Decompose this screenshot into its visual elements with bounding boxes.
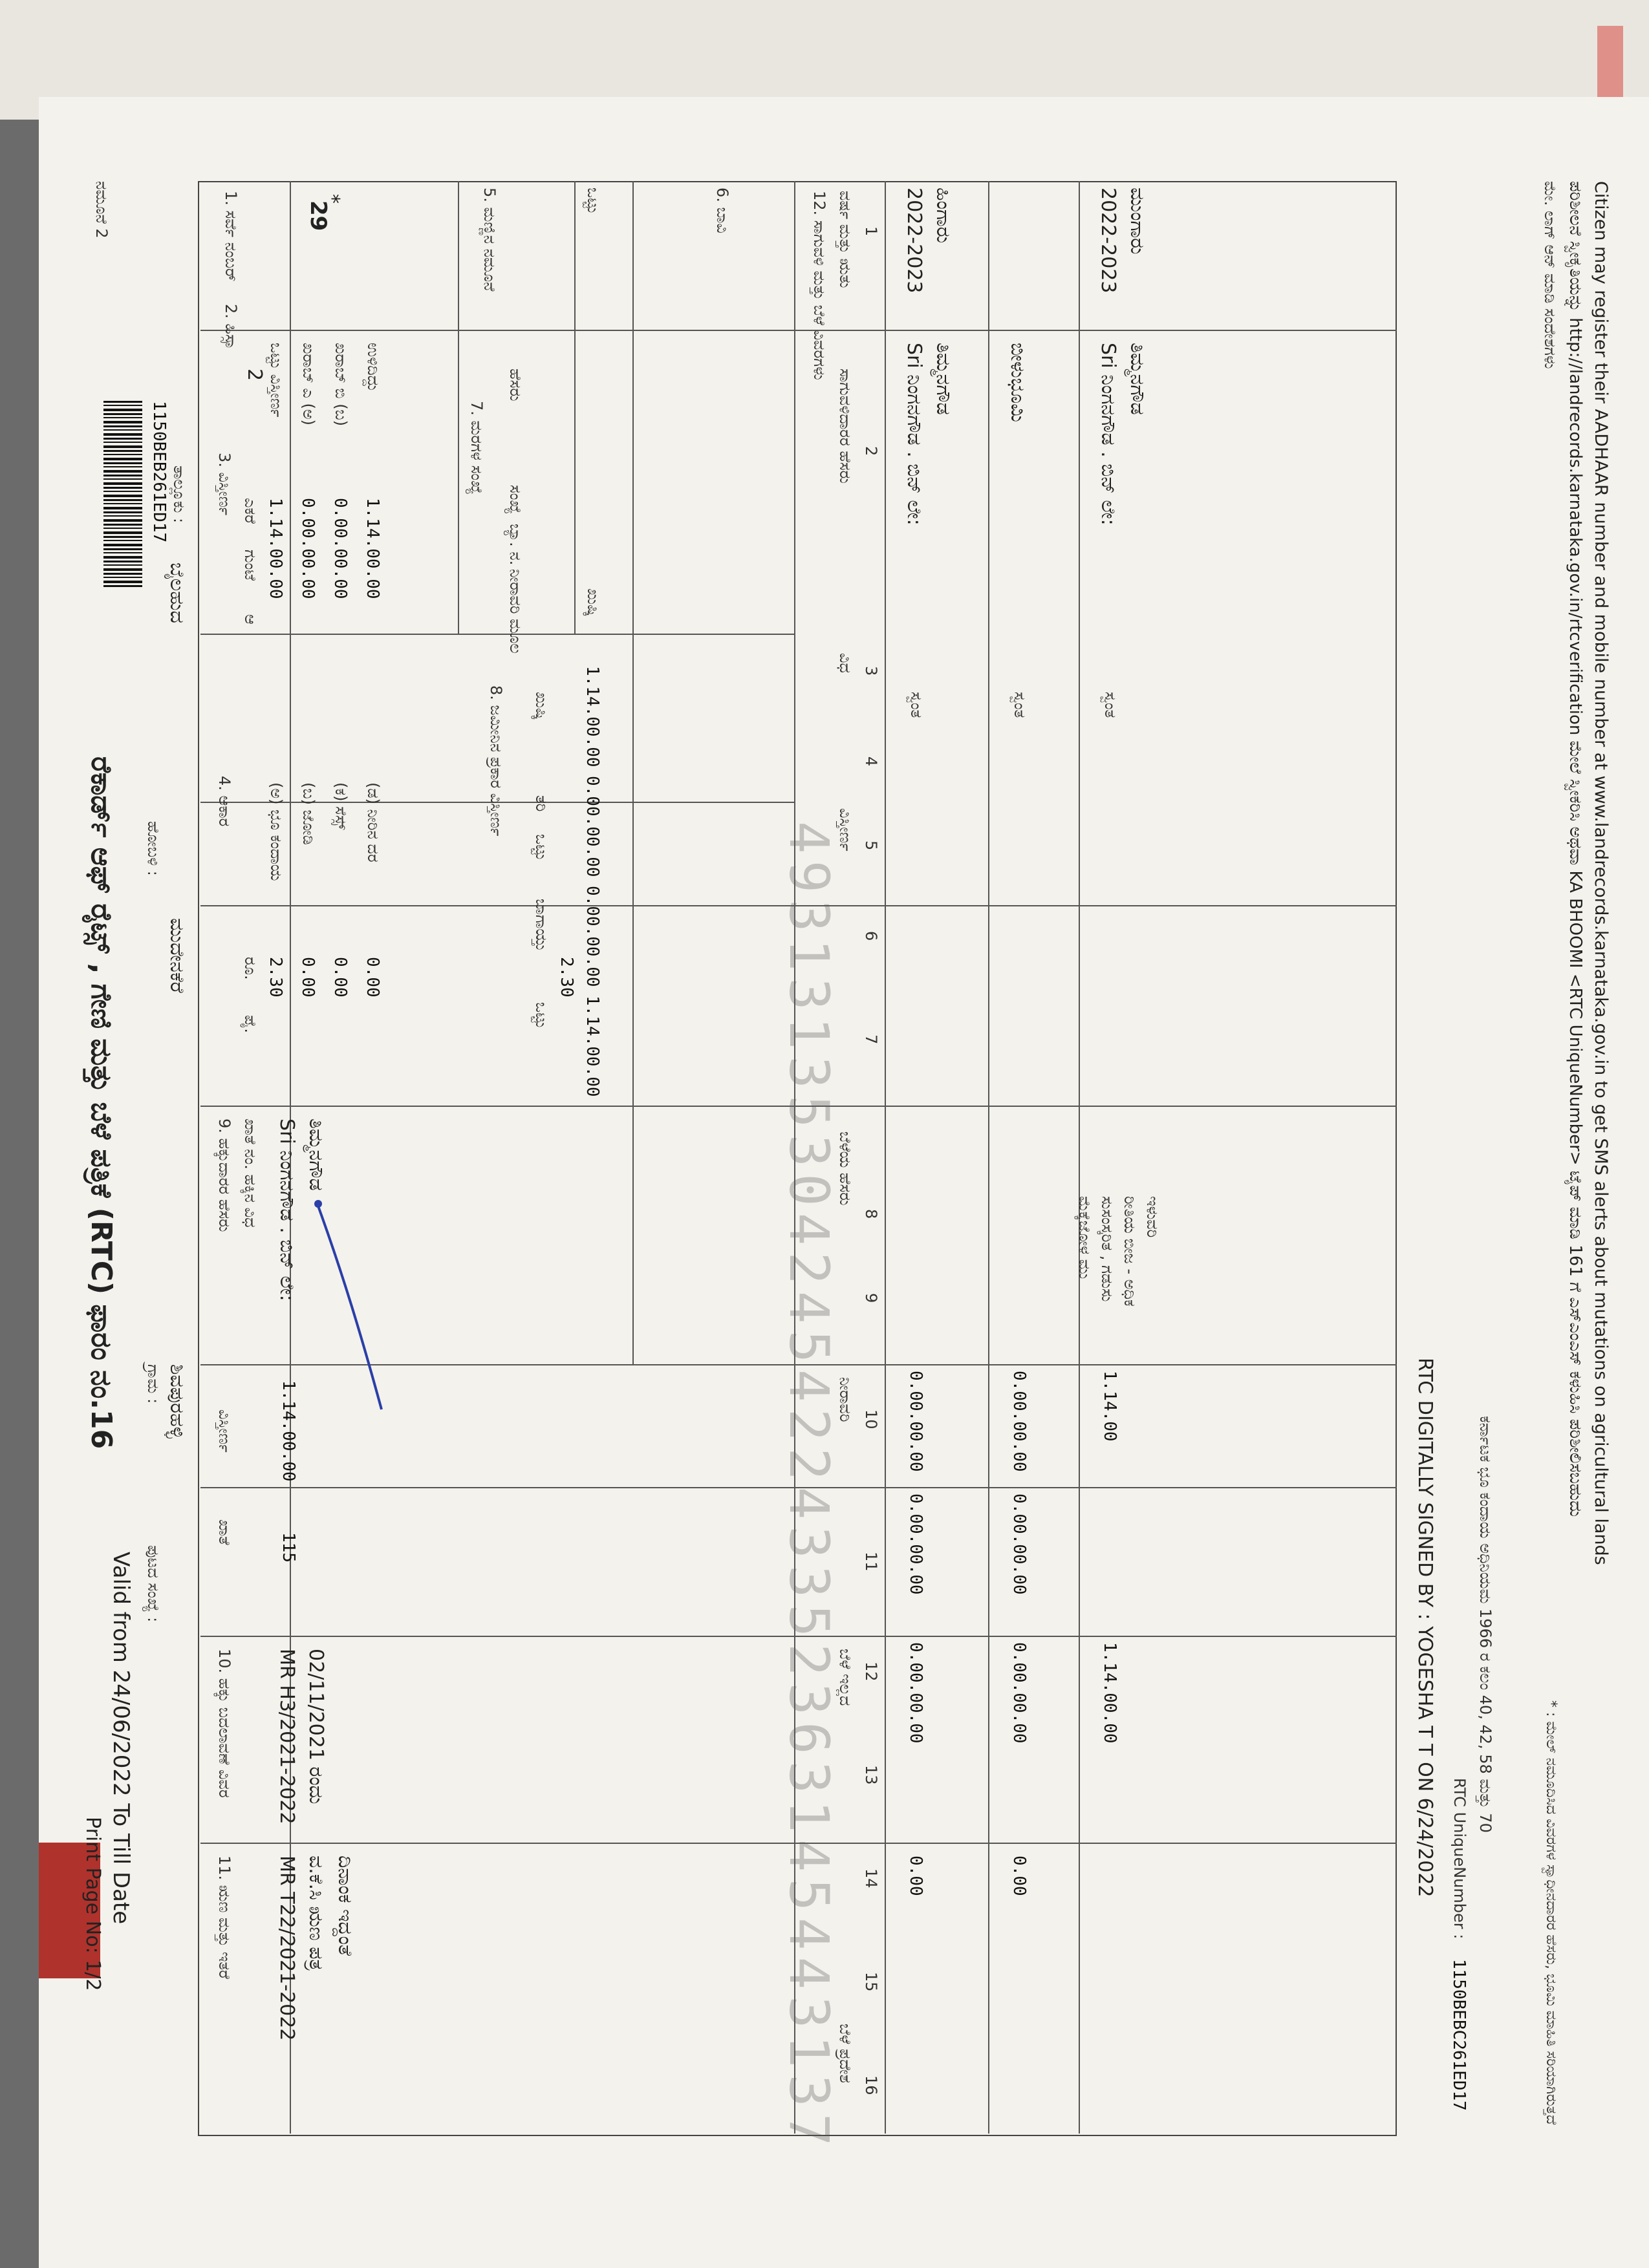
encumbrance-note: ದಿನಾಂಕ ಇದ್ದಂತೆ	[334, 1856, 356, 1956]
mutation-entry: MR H3/2021-2022	[275, 1649, 298, 1824]
crop-row-farmer: Sri ನಿಂಗನಗೌಡ . ಬಿನ್ ಲೇ:	[1097, 343, 1119, 526]
crop-row-c12: 1.14.00.00	[1100, 1642, 1119, 1744]
crop-row-crop: ಮೆಕ್ಕೆಜೋಳ ಮು	[1075, 1196, 1094, 1279]
page-title: ರೆಕಾರ್ಡ್ ಆಫ್ ರೈಟ್ಸ್ , ಗೇಣಿ ಮತ್ತು ಬೆಳೆ ಪತ್ರಿಕೆ (RTC) ಫಾರಂ ನಂ.16	[85, 756, 118, 1450]
taluk-value: ಬೈಲಹುದ	[166, 562, 188, 623]
land-type-value-wet: 0.00.00.00	[583, 776, 602, 877]
crops-col-number: 1	[862, 226, 880, 237]
crop-row-farmer: Sri ನಿಂಗನಗೌಡ . ಬಿನ್ ಲೇ:	[903, 343, 925, 526]
crops-col-fallow: ಬೆಳೆ ಇಲ್ಲದ	[836, 1649, 854, 1706]
assessment-row-value: 0.00	[363, 957, 382, 998]
crop-row-c11: 0.00.00.00	[906, 1493, 925, 1595]
crop-row-farmer: ಬೀಳುಭೂಮಿ	[1006, 343, 1029, 422]
assessment-row-value: 0.00	[330, 957, 350, 998]
trees-col-count: ಸಂಖ್ಯೆ	[506, 485, 524, 515]
mutation-date: 02/11/2021 ರಂದು	[305, 1649, 327, 1804]
act-reference: ಕರ್ನಾಟಕ ಭೂ ಕಂದಾಯ ಅಧಿನಿಯಮ 1966 ರ ಕಲಂ 40, 42, 58 ಮತ್ತು 70	[1476, 1416, 1494, 1833]
crops-col-area: ವಿಸ್ತೀರ್ಣ	[836, 808, 854, 851]
footer-citizen-note: Citizen may register their AADHAAR number and mobile number at www.landrecords.karnataka.gov.in to get SMS alerts about mutations on agricultural lands	[1591, 181, 1611, 1565]
land-type-value-dry: 1.14.00.00	[583, 666, 602, 767]
crop-row-crop: ಇಳುವರಿ	[1143, 1196, 1161, 1238]
hobli-label: ಹೋಬಳಿ :	[144, 821, 162, 876]
land-type-col-dry: ಖುಷ್ಕಿ	[532, 692, 550, 720]
area-row-value: 1.14.00.00	[266, 498, 285, 599]
rtc-document	[39, 97, 1649, 2268]
trees-label: 7. ಮರಗಳ ಸಂಖ್ಯೆ	[468, 401, 486, 495]
survey-mark: *	[321, 194, 343, 204]
area-label: 3. ವಿಸ್ತೀರ್ಣ	[215, 453, 233, 516]
assessment-row-label: (ಕ) ಸೆಸ್ಸ್	[332, 782, 350, 830]
owner-label: 9. ಹಕ್ಕುದಾರರ ಹೆಸರು	[215, 1118, 233, 1232]
irrigation-sublabel: ಬ್ಯಾ. ನ.	[506, 524, 524, 566]
crops-col-number: 9	[862, 1293, 880, 1303]
print-page-number: Print Page No: 1/2	[81, 1817, 104, 1991]
owner-name-line2: ತಿಮ್ಮನಗೌಡ	[305, 1118, 327, 1191]
assessment-total-label: ಒಟ್ಟು	[532, 834, 550, 861]
crop-row-crop: ರೀತಿಯ ಬೀಜ - ಅಧಿಕ	[1121, 1196, 1139, 1307]
area-row-label: ಖರಾಬ್ ಬಿ (ಬ)	[332, 343, 350, 427]
crop-row-farmer-line2: ತಿಮ್ಮನಗೌಡ	[932, 343, 954, 415]
hissa-value: 2	[243, 369, 266, 381]
assessment-col-rupee: ರೂ.	[241, 957, 259, 980]
land-type-value-garden: 0.00.00.00	[583, 886, 602, 987]
survey-number: 29	[305, 200, 331, 231]
crop-row-season: ಹಿಂಗಾರು	[932, 187, 954, 244]
owner-sublabel: ಖಾತೆ ನಂ. ಹಕ್ಕಿನ ವಿಧ	[241, 1118, 259, 1228]
mutation-label: 10. ಹಕ್ಕು ಬದಲಾವಣೆ ವಿವರ	[215, 1649, 233, 1798]
row-divider	[632, 181, 634, 1364]
barcode	[103, 401, 142, 588]
assessment-row-label: (ಬ) ಜೋಡಿ	[299, 782, 318, 846]
land-type-col-total: ಒಟ್ಟು	[532, 1002, 550, 1029]
col-divider	[200, 330, 1397, 331]
crop-row-c12: 0.00.00.00	[906, 1642, 925, 1744]
area-row-value: 0.00.00.00	[298, 498, 318, 599]
crops-col-year: ವರ್ಷ ಮತ್ತು ಋತು	[836, 191, 854, 288]
assessment-row-value: 2.30	[266, 957, 285, 998]
owner-name: Sri ನಿಂಗನಗೌಡ . ಬಿನ್ ಲೇ:	[275, 1118, 298, 1301]
valid-from: Valid from 24/06/2022 To Till Date	[108, 1552, 134, 1925]
watermark-number: 4931313530424542243352363145443137	[777, 821, 841, 2153]
sticker-strip	[1597, 26, 1623, 97]
total-label: ಒಟ್ಟು	[584, 187, 602, 215]
land-type-row-label: ಖುಷ್ಕಿ	[584, 588, 602, 617]
row-divider	[885, 181, 886, 2134]
crops-col-crop: ಬೆಳೆಯ ಹೆಸರು	[836, 1131, 854, 1206]
area-row-value: 1.14.00.00	[363, 498, 382, 599]
crops-col-type: ವಿಧ	[836, 653, 854, 673]
area-col-anna: ಆ	[241, 614, 259, 625]
khata-value: 115	[279, 1532, 298, 1563]
owner-area-label: ವಿಸ್ತೀರ್ಣ	[215, 1409, 233, 1453]
owner-area: 1.14.00.00	[279, 1380, 298, 1482]
crop-row-season: ಮುಂಗಾರು	[1126, 187, 1148, 255]
crops-col-number: 11	[862, 1552, 880, 1572]
crop-row-c14: 0.00	[906, 1856, 925, 1896]
soil-label: 5. ಮಣ್ಣಿನ ನಮೂನೆ	[480, 187, 499, 292]
land-type-label: 8. ಜಮೀನಿನ ಪ್ರಕಾರ ವಿಸ್ತೀರ್ಣ	[487, 685, 505, 837]
footer-note: ಮೇ. ಲಾಗ್ ಆನ್ ಮಾಡಿ ಸಂದೇಶಗಳು	[1541, 181, 1559, 369]
crop-row-c11: 0.00.00.00	[1009, 1493, 1029, 1595]
irrigation-source-label: ನೀರಾವರಿ ಮೂಲ	[506, 569, 524, 654]
crop-row-farmer-line2: ತಿಮ್ಮನಗೌಡ	[1126, 343, 1148, 415]
crops-col-cultivator: ಸಾಗುವಳಿದಾರರ ಹೆಸರು	[836, 369, 854, 484]
village-label: ಗ್ರಾಮ :	[144, 1364, 162, 1404]
khata-label: ಖಾತೆ	[215, 1519, 233, 1545]
area-row-label: ಖರಾಬ್ ಎ (ಅ)	[299, 343, 318, 426]
unique-number: 1150BEBC261ED17	[1449, 1959, 1469, 2111]
land-type-col-wet: ತರಿ	[532, 795, 550, 812]
assessment-row-value: 0.00	[298, 957, 318, 998]
col-divider	[200, 634, 795, 635]
area-row-label: ಉಳಿದಿದ್ದು	[364, 343, 382, 392]
row-divider	[1079, 181, 1080, 2134]
pen-mark	[304, 1196, 388, 1416]
unique-number-label: RTC UniqueNumber :	[1450, 1778, 1469, 1940]
crops-label: 12. ಸಾಗುವಳಿ ಮತ್ತು ಬೆಳೆ ವಿವರಗಳು	[810, 191, 828, 380]
page-number-label: ಪುಟದ ಸಂಖ್ಯೆ :	[144, 1545, 162, 1623]
crops-col-number: 3	[862, 666, 880, 676]
footer-right-note: * : ಮೇಲ್ ನಮೂದಿಸಿದ ವಿವರಗಳ ಸ್ವಾಧೀನದಾರರ ಹೆಸರು, ಭೂಮಿ ಮಾಹಿತಿ ಸರಿಯಾಗಿರುತ್ತದೆ	[1543, 1700, 1559, 2125]
crops-col-number: 6	[862, 931, 880, 941]
crops-col-number: 8	[862, 1209, 880, 1219]
land-type-col-garden: ಬಾಗಾಯ್ತು	[532, 899, 550, 952]
encumbrance-entry: MR T22/2021-2022	[275, 1856, 298, 2041]
crop-row-type: ಸ್ವಂತ	[907, 692, 925, 718]
hissa-label: 2. ಹಿಸ್ಸಾ	[222, 304, 240, 350]
crops-col-number: 12	[862, 1662, 880, 1682]
village-value: ಶಿವಪುರಹಳ್ಳಿ	[166, 1364, 188, 1439]
crop-row-type: ಸ್ವಂತ	[1101, 692, 1119, 718]
digital-signature: RTC DIGITALLY SIGNED BY : YOGESHA T T ON 6/24/2022	[1414, 1358, 1436, 1898]
rotated-form	[39, 97, 1649, 2268]
crop-row-c14: 0.00	[1009, 1856, 1029, 1896]
crops-col-crop-area: ಬೆಳೆ ಪ್ರದೇಶ	[836, 2024, 854, 2083]
crop-row-c10: 0.00.00.00	[906, 1371, 925, 1472]
crops-col-number: 4	[862, 756, 880, 767]
crops-col-number: 14	[862, 1868, 880, 1888]
encumbrance-note: ವ.ಕೆ.ಸಿ ಋಣ ಪತ್ರ	[305, 1856, 327, 1971]
crop-row-crop: ಸುಸಂಸ್ಕರಿತ , ಗಡುಸು	[1098, 1196, 1116, 1302]
crops-col-number: 13	[862, 1765, 880, 1785]
taluk-label: ತಾಲ್ಲೂಕು :	[170, 465, 188, 524]
assessment-total: 2.30	[557, 957, 576, 998]
crop-row-year: 2022-2023	[1097, 187, 1119, 294]
crop-row-type: ಸ್ವಂತ	[1011, 692, 1029, 718]
assessment-row-label: (ಅ) ಭೂ ಕಂದಾಯ	[267, 782, 285, 881]
crops-col-number: 2	[862, 446, 880, 456]
area-col-acre: ಎಕರೆ	[241, 498, 259, 524]
crops-col-number: 10	[862, 1409, 880, 1429]
crop-row-year: 2022-2023	[903, 187, 925, 294]
row-divider	[988, 181, 989, 2134]
crops-col-number: 5	[862, 840, 880, 851]
land-type-value-total: 1.14.00.00	[583, 996, 602, 1097]
trees-col-name: ಹೆಸರು	[506, 369, 524, 401]
well-label: 6. ಬಾವಿ	[713, 187, 731, 233]
assessment-col-paise: ಪೈ.	[241, 1015, 259, 1034]
crop-row-c10: 1.14.00	[1100, 1371, 1119, 1442]
assessment-label: 4. ಆಕಾರ	[215, 776, 233, 827]
area-row-value: 0.00.00.00	[330, 498, 350, 599]
encumbrance-label: 11. ಋಣ ಮತ್ತು ಇತರೆ	[215, 1856, 233, 1979]
footer-verification: ಪರಿಶೀಲನೆ ಸ್ವೀಕೃತಿಯನ್ನು http://landrecords.karnataka.gov.in/rtcverification ಮೇಲೆ ಸ್ವೀಕರಿಸಿ ಅಥವಾ KA BHOOMI <RTC UniqueNumber> ಟೈಪ್ ಮಾಡಿ 161 ಗೆ ಎಸ್‌ಎಂಎಸ್ ಕಳುಹಿಸಿ ಪರಿಶೀಲಿಸಬಹುದು	[1566, 181, 1585, 1517]
crops-col-number: 7	[862, 1034, 880, 1045]
survey-label: 1. ಸರ್ವೆ ನಂಬರ್	[222, 191, 240, 282]
crops-col-number: 16	[862, 2075, 880, 2095]
barcode-id: 1150BEB261ED17	[149, 401, 169, 543]
crops-col-irrigated: ನೀರಾವರಿ	[836, 1377, 854, 1422]
row-divider	[574, 181, 576, 634]
assessment-row-label: (ಡ) ನೀರಿನ ದರ	[364, 782, 382, 862]
crop-row-c12: 0.00.00.00	[1009, 1642, 1029, 1744]
form-number: ನಮೂನೆ 2	[92, 181, 111, 239]
area-col-gunta: ಗುಂಟೆ	[241, 550, 259, 581]
area-row-label: ಒಟ್ಟು ವಿಸ್ತೀರ್ಣ	[267, 343, 285, 418]
row-divider	[458, 181, 459, 634]
crop-row-c10: 0.00.00.00	[1009, 1371, 1029, 1472]
crops-col-number: 15	[862, 1972, 880, 1992]
hobli-value: ಮುದೇನಕೆರೆ	[166, 918, 188, 993]
